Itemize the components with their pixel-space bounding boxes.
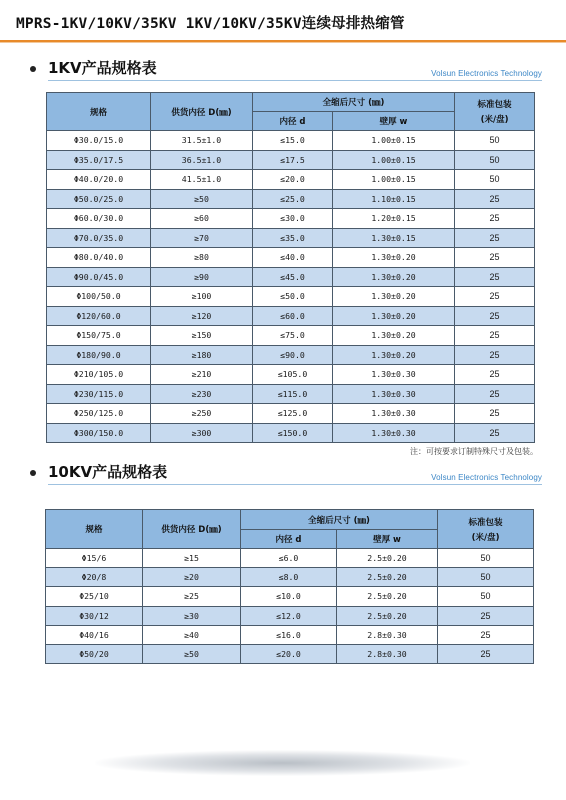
cell-supply-id: ≥80: [151, 248, 253, 268]
cell-wall: 2.5±0.20: [337, 549, 438, 568]
cell-inner-d: ≤12.0: [241, 606, 337, 625]
header-spec: 规格: [47, 93, 151, 131]
footer-shadow: [95, 750, 470, 776]
cell-spec: Φ100/50.0: [47, 287, 151, 307]
header-package: [455, 93, 535, 131]
cell-spec: Φ25/10: [46, 587, 143, 606]
cell-package: 50: [455, 170, 535, 190]
cell-spec: Φ70.0/35.0: [47, 228, 151, 248]
section-1kv-header: [22, 55, 542, 83]
cell-inner-d: ≤40.0: [253, 248, 333, 268]
cell-package: 25: [455, 287, 535, 307]
cell-supply-id: ≥25: [143, 587, 241, 606]
cell-package: 25: [438, 606, 534, 625]
table-row: [47, 248, 535, 268]
section-10kv-header: [22, 459, 542, 487]
page-title: MPRS-1KV/10KV/35KV 1KV/10KV/35KV连续母排热缩管: [16, 16, 405, 32]
cell-inner-d: ≤115.0: [253, 384, 333, 404]
cell-inner-d: ≤20.0: [241, 644, 337, 663]
cell-wall: 1.30±0.20: [333, 267, 455, 287]
cell-inner-d: ≤8.0: [241, 568, 337, 587]
cell-spec: Φ120/60.0: [47, 306, 151, 326]
cell-package: 25: [455, 345, 535, 365]
cell-supply-id: ≥30: [143, 606, 241, 625]
cell-inner-d: ≤20.0: [253, 170, 333, 190]
table-row: [47, 150, 535, 170]
table-row: [46, 549, 534, 568]
cell-wall: 1.30±0.30: [333, 365, 455, 385]
cell-inner-d: ≤30.0: [253, 209, 333, 229]
cell-package: 25: [455, 423, 535, 443]
cell-spec: Φ50/20: [46, 644, 143, 663]
cell-wall: 1.30±0.15: [333, 228, 455, 248]
table-row: [47, 423, 535, 443]
bullet-icon: [30, 470, 36, 476]
cell-inner-d: ≤15.0: [253, 131, 333, 151]
cell-wall: 1.20±0.15: [333, 209, 455, 229]
cell-package: 25: [455, 228, 535, 248]
cell-supply-id: 31.5±1.0: [151, 131, 253, 151]
cell-supply-id: ≥15: [143, 549, 241, 568]
cell-wall: 2.5±0.20: [337, 587, 438, 606]
cell-package: 50: [438, 549, 534, 568]
cell-spec: Φ230/115.0: [47, 384, 151, 404]
cell-package: 25: [455, 267, 535, 287]
cell-inner-d: ≤60.0: [253, 306, 333, 326]
header-wall: 壁厚 w: [337, 530, 438, 549]
cell-spec: Φ90.0/45.0: [47, 267, 151, 287]
cell-package: 25: [438, 625, 534, 644]
header-inner-d: 内径 d: [253, 112, 333, 131]
cell-inner-d: ≤105.0: [253, 365, 333, 385]
cell-package: 50: [455, 131, 535, 151]
cell-inner-d: ≤10.0: [241, 587, 337, 606]
table-row: [47, 326, 535, 346]
cell-spec: Φ20/8: [46, 568, 143, 587]
header-wall: 壁厚 w: [333, 112, 455, 131]
cell-spec: Φ30/12: [46, 606, 143, 625]
bullet-icon: [30, 66, 36, 72]
cell-package: 25: [438, 644, 534, 663]
cell-spec: Φ30.0/15.0: [47, 131, 151, 151]
cell-wall: 2.5±0.20: [337, 568, 438, 587]
cell-package: 25: [455, 306, 535, 326]
table-row: [47, 384, 535, 404]
cell-package: 25: [455, 209, 535, 229]
cell-package: 50: [438, 587, 534, 606]
table-row: [47, 228, 535, 248]
table-row: [47, 131, 535, 151]
spec-table-1kv: [46, 92, 535, 443]
title-divider: [0, 40, 566, 42]
cell-spec: Φ35.0/17.5: [47, 150, 151, 170]
cell-spec: Φ300/150.0: [47, 423, 151, 443]
brand-text: Volsun Electronics Technology: [431, 473, 542, 482]
cell-inner-d: ≤75.0: [253, 326, 333, 346]
table-row: [47, 404, 535, 424]
cell-supply-id: ≥230: [151, 384, 253, 404]
cell-spec: Φ50.0/25.0: [47, 189, 151, 209]
cell-inner-d: ≤150.0: [253, 423, 333, 443]
section-1kv-title: 1KV产品规格表: [48, 59, 157, 77]
table-row: [46, 568, 534, 587]
cell-supply-id: ≥40: [143, 625, 241, 644]
table-row: [46, 606, 534, 625]
table-row: [47, 365, 535, 385]
cell-supply-id: 41.5±1.0: [151, 170, 253, 190]
cell-package: 25: [455, 365, 535, 385]
header-package-line1: 标准包装: [477, 100, 512, 110]
cell-inner-d: ≤35.0: [253, 228, 333, 248]
cell-inner-d: ≤50.0: [253, 287, 333, 307]
cell-spec: Φ210/105.0: [47, 365, 151, 385]
cell-supply-id: ≥50: [143, 644, 241, 663]
cell-wall: 1.00±0.15: [333, 150, 455, 170]
table-row: [46, 625, 534, 644]
header-spec: 规格: [46, 510, 143, 549]
table-row: [47, 189, 535, 209]
header-package-line2: (米/盘): [471, 532, 500, 543]
cell-wall: 2.5±0.20: [337, 606, 438, 625]
table-row: [46, 644, 534, 663]
cell-spec: Φ150/75.0: [47, 326, 151, 346]
cell-inner-d: ≤90.0: [253, 345, 333, 365]
spec-table-10kv: [45, 509, 534, 664]
section-10kv-title: 10KV产品规格表: [48, 463, 168, 481]
cell-wall: 1.00±0.15: [333, 170, 455, 190]
cell-inner-d: ≤16.0: [241, 625, 337, 644]
cell-wall: 2.8±0.30: [337, 625, 438, 644]
cell-wall: 1.30±0.20: [333, 248, 455, 268]
cell-supply-id: ≥50: [151, 189, 253, 209]
cell-supply-id: ≥60: [151, 209, 253, 229]
header-package: [438, 510, 534, 549]
cell-spec: Φ180/90.0: [47, 345, 151, 365]
header-recovered: 全缩后尺寸 (㎜): [241, 510, 438, 530]
cell-package: 50: [438, 568, 534, 587]
header-inner-d: 内径 d: [241, 530, 337, 549]
cell-supply-id: ≥300: [151, 423, 253, 443]
cell-wall: 1.30±0.20: [333, 306, 455, 326]
cell-supply-id: ≥70: [151, 228, 253, 248]
cell-spec: Φ15/6: [46, 549, 143, 568]
brand-text: Volsun Electronics Technology: [431, 69, 542, 78]
cell-supply-id: ≥90: [151, 267, 253, 287]
header-recovered: 全缩后尺寸 (㎜): [253, 93, 455, 112]
cell-supply-id: ≥120: [151, 306, 253, 326]
cell-wall: 1.30±0.20: [333, 345, 455, 365]
cell-inner-d: ≤25.0: [253, 189, 333, 209]
table-row: [47, 209, 535, 229]
cell-wall: 2.8±0.30: [337, 644, 438, 663]
cell-supply-id: ≥180: [151, 345, 253, 365]
cell-spec: Φ80.0/40.0: [47, 248, 151, 268]
table-row: [47, 345, 535, 365]
cell-package: 25: [455, 248, 535, 268]
cell-inner-d: ≤6.0: [241, 549, 337, 568]
cell-spec: Φ40.0/20.0: [47, 170, 151, 190]
table-row: [47, 267, 535, 287]
cell-package: 50: [455, 150, 535, 170]
cell-wall: 1.30±0.20: [333, 287, 455, 307]
cell-wall: 1.30±0.20: [333, 326, 455, 346]
section-divider: [48, 484, 542, 485]
cell-supply-id: ≥150: [151, 326, 253, 346]
cell-wall: 1.10±0.15: [333, 189, 455, 209]
cell-inner-d: ≤45.0: [253, 267, 333, 287]
cell-wall: 1.30±0.30: [333, 423, 455, 443]
table-row: [46, 587, 534, 606]
section-divider: [48, 80, 542, 81]
header-supply-id: 供货内径 D(㎜): [143, 510, 241, 549]
header-supply-id: 供货内径 D(㎜): [151, 93, 253, 131]
cell-supply-id: ≥210: [151, 365, 253, 385]
cell-spec: Φ250/125.0: [47, 404, 151, 424]
cell-package: 25: [455, 189, 535, 209]
cell-wall: 1.30±0.30: [333, 404, 455, 424]
cell-inner-d: ≤125.0: [253, 404, 333, 424]
cell-inner-d: ≤17.5: [253, 150, 333, 170]
custom-note: 注：可按要求订制特殊尺寸及包装。: [410, 447, 538, 456]
cell-package: 25: [455, 404, 535, 424]
cell-supply-id: ≥100: [151, 287, 253, 307]
table-row: [47, 306, 535, 326]
cell-package: 25: [455, 326, 535, 346]
cell-wall: 1.30±0.30: [333, 384, 455, 404]
header-package-line1: 标准包装: [468, 517, 503, 528]
cell-spec: Φ60.0/30.0: [47, 209, 151, 229]
table-row: [47, 170, 535, 190]
cell-package: 25: [455, 384, 535, 404]
table-row: [47, 287, 535, 307]
cell-wall: 1.00±0.15: [333, 131, 455, 151]
cell-supply-id: 36.5±1.0: [151, 150, 253, 170]
cell-supply-id: ≥20: [143, 568, 241, 587]
header-package-line2: (米/盘): [480, 115, 509, 125]
cell-supply-id: ≥250: [151, 404, 253, 424]
cell-spec: Φ40/16: [46, 625, 143, 644]
